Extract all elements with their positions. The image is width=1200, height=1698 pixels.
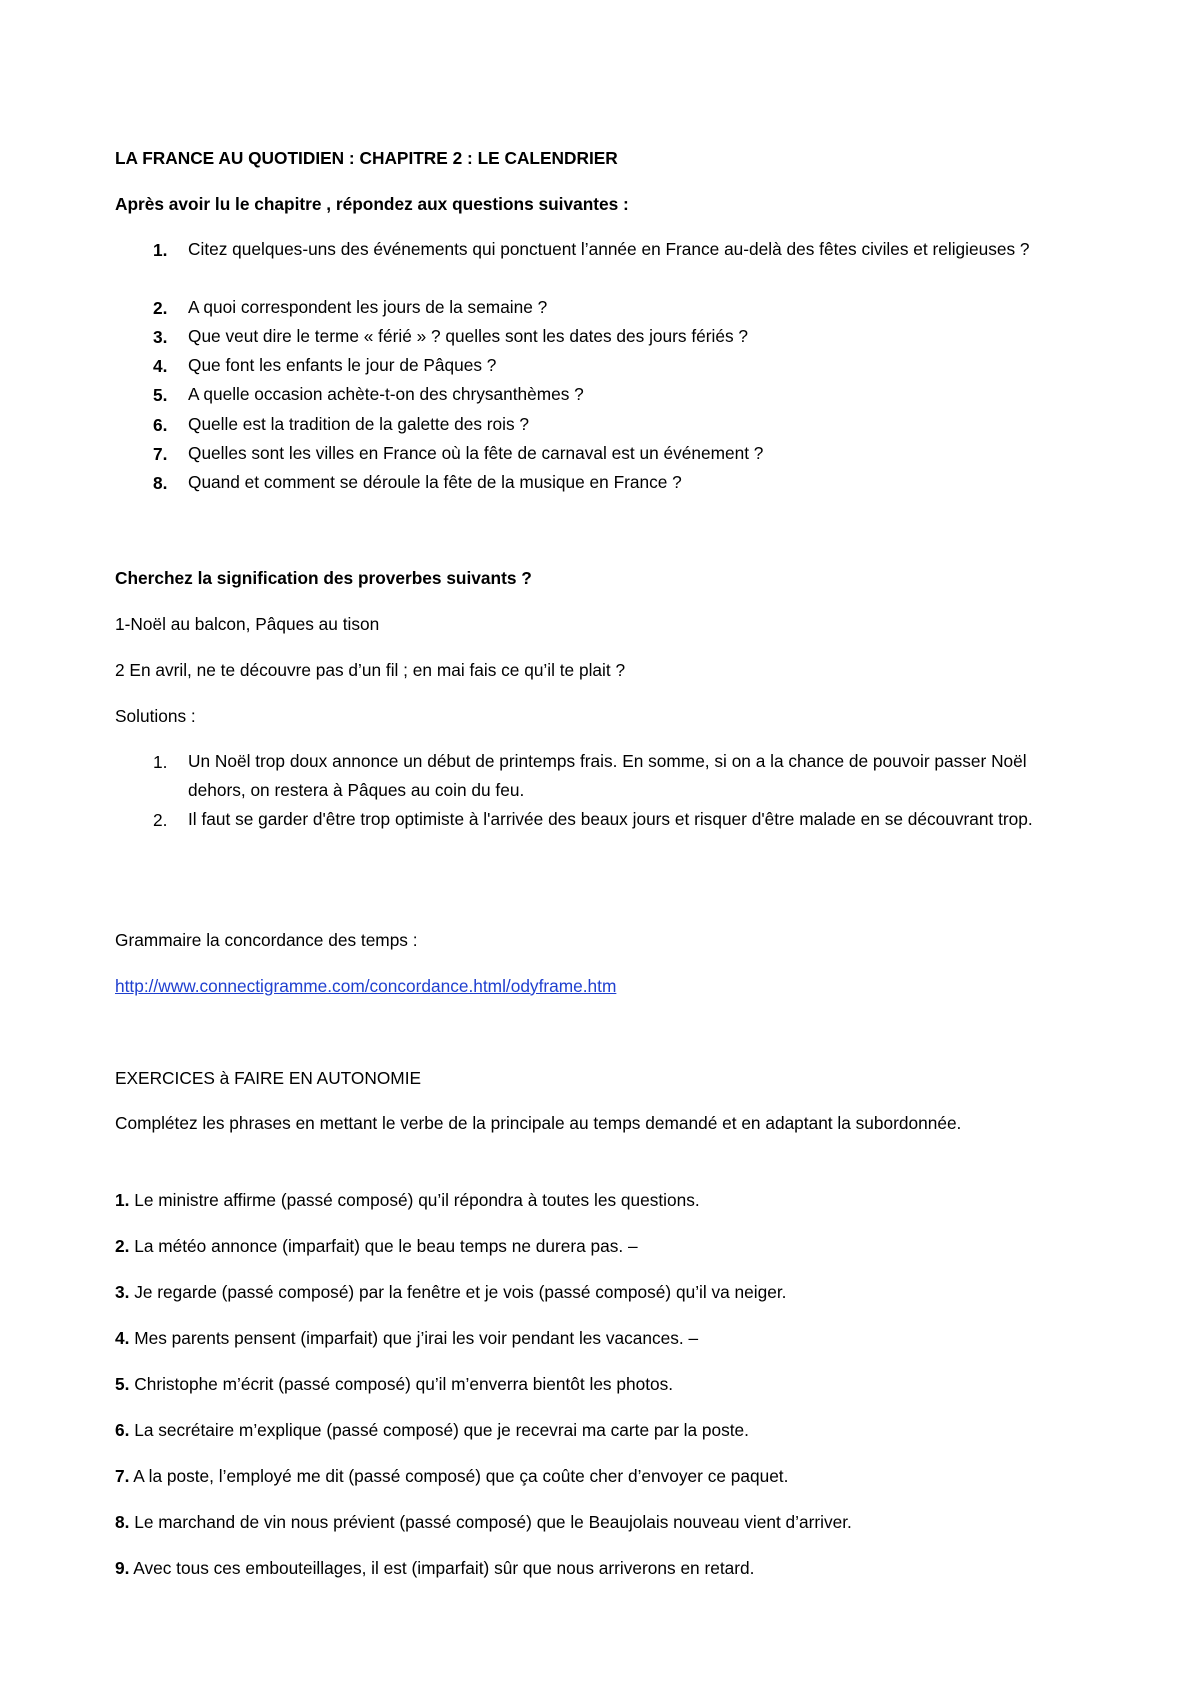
solution-number: 2. <box>153 810 168 830</box>
exercises-heading: EXERCICES à FAIRE EN AUTONOMIE <box>115 1068 422 1088</box>
question-number: 4. <box>153 356 168 376</box>
exercise-item <box>115 1189 700 1211</box>
question-text: Quand et comment se déroule la fête de la musique en France ? <box>188 472 682 492</box>
question-number: 1. <box>153 240 168 260</box>
exercise-item <box>115 1465 788 1487</box>
question-text: Que veut dire le terme « férié » ? quelles sont les dates des jours fériés ? <box>188 326 749 346</box>
proverb-2: 2 En avril, ne te découvre pas d’un fil ; en mai fais ce qu’il te plait ? <box>115 660 626 680</box>
solutions-label: Solutions : <box>115 706 196 726</box>
question-number: 6. <box>153 415 168 435</box>
page-title: LA FRANCE AU QUOTIDIEN : CHAPITRE 2 : LE CALENDRIER <box>115 148 618 168</box>
proverb-1: 1-Noël au balcon, Pâques au tison <box>115 614 380 634</box>
question-text: Quelle est la tradition de la galette des rois ? <box>188 414 530 434</box>
solution-number: 1. <box>153 752 168 772</box>
question-text: Quelles sont les villes en France où la fête de carnaval est un événement ? <box>188 443 764 463</box>
exercise-text: La météo annonce (imparfait) que le beau temps ne durera pas. – <box>129 1236 638 1256</box>
question-number: 7. <box>153 444 168 464</box>
grammar-link[interactable]: http://www.connectigramme.com/concordance.html/odyframe.htm <box>115 976 617 996</box>
instruction: Après avoir lu le chapitre , répondez aux questions suivantes : <box>115 194 629 214</box>
exercise-item <box>115 1327 698 1349</box>
exercise-text: Le marchand de vin nous prévient (passé composé) que le Beaujolais nouveau vient d’arriver. <box>129 1512 852 1532</box>
question-number: 5. <box>153 385 168 405</box>
exercise-item <box>115 1511 852 1533</box>
question-text: A quelle occasion achète-t-on des chrysanthèmes ? <box>188 384 584 404</box>
exercise-number: 3. <box>115 1282 130 1302</box>
exercise-text: Mes parents pensent (imparfait) que j’irai les voir pendant les vacances. – <box>129 1328 699 1348</box>
exercise-number: 6. <box>115 1420 130 1440</box>
question-text: A quoi correspondent les jours de la semaine ? <box>188 297 548 317</box>
exercise-item <box>115 1419 749 1441</box>
solution-text: Un Noël trop doux annonce un début de printemps frais. En somme, si on a la chance de pouvoir passer Noël dehors, on restera à Pâques au coin du feu. <box>188 751 1027 800</box>
exercise-item <box>115 1373 673 1395</box>
exercise-number: 5. <box>115 1374 130 1394</box>
question-text: Citez quelques-uns des événements qui ponctuent l’année en France au-delà des fêtes civiles et religieuses ? <box>188 239 1030 259</box>
exercise-number: 4. <box>115 1328 130 1348</box>
exercise-number: 1. <box>115 1190 130 1210</box>
question-number: 3. <box>153 327 168 347</box>
exercise-text: Christophe m’écrit (passé composé) qu’il m’enverra bientôt les photos. <box>129 1374 674 1394</box>
exercise-text: La secrétaire m’explique (passé composé) que je recevrai ma carte par la poste. <box>129 1420 749 1440</box>
exercises-instruction: Complétez les phrases en mettant le verbe de la principale au temps demandé et en adaptant la subordonnée. <box>115 1113 962 1133</box>
exercise-item <box>115 1281 786 1303</box>
grammar-heading: Grammaire la concordance des temps : <box>115 930 418 950</box>
question-number: 8. <box>153 473 168 493</box>
exercise-item <box>115 1235 638 1257</box>
exercise-number: 8. <box>115 1512 130 1532</box>
exercise-number: 9. <box>115 1558 130 1578</box>
solution-text: Il faut se garder d'être trop optimiste à l'arrivée des beaux jours et risquer d'être malade en se découvrant trop. <box>188 809 1033 829</box>
exercise-text: A la poste, l’employé me dit (passé composé) que ça coûte cher d’envoyer ce paquet. <box>129 1466 789 1486</box>
exercise-text: Je regarde (passé composé) par la fenêtre et je vois (passé composé) qu’il va neiger. <box>129 1282 787 1302</box>
question-text: Que font les enfants le jour de Pâques ? <box>188 355 497 375</box>
exercise-number: 7. <box>115 1466 130 1486</box>
exercise-item <box>115 1557 754 1579</box>
proverbs-heading: Cherchez la signification des proverbes suivants ? <box>115 568 532 588</box>
question-number: 2. <box>153 298 168 318</box>
exercise-number: 2. <box>115 1236 130 1256</box>
exercise-text: Avec tous ces embouteillages, il est (imparfait) sûr que nous arriverons en retard. <box>129 1558 755 1578</box>
exercise-text: Le ministre affirme (passé composé) qu’il répondra à toutes les questions. <box>129 1190 700 1210</box>
